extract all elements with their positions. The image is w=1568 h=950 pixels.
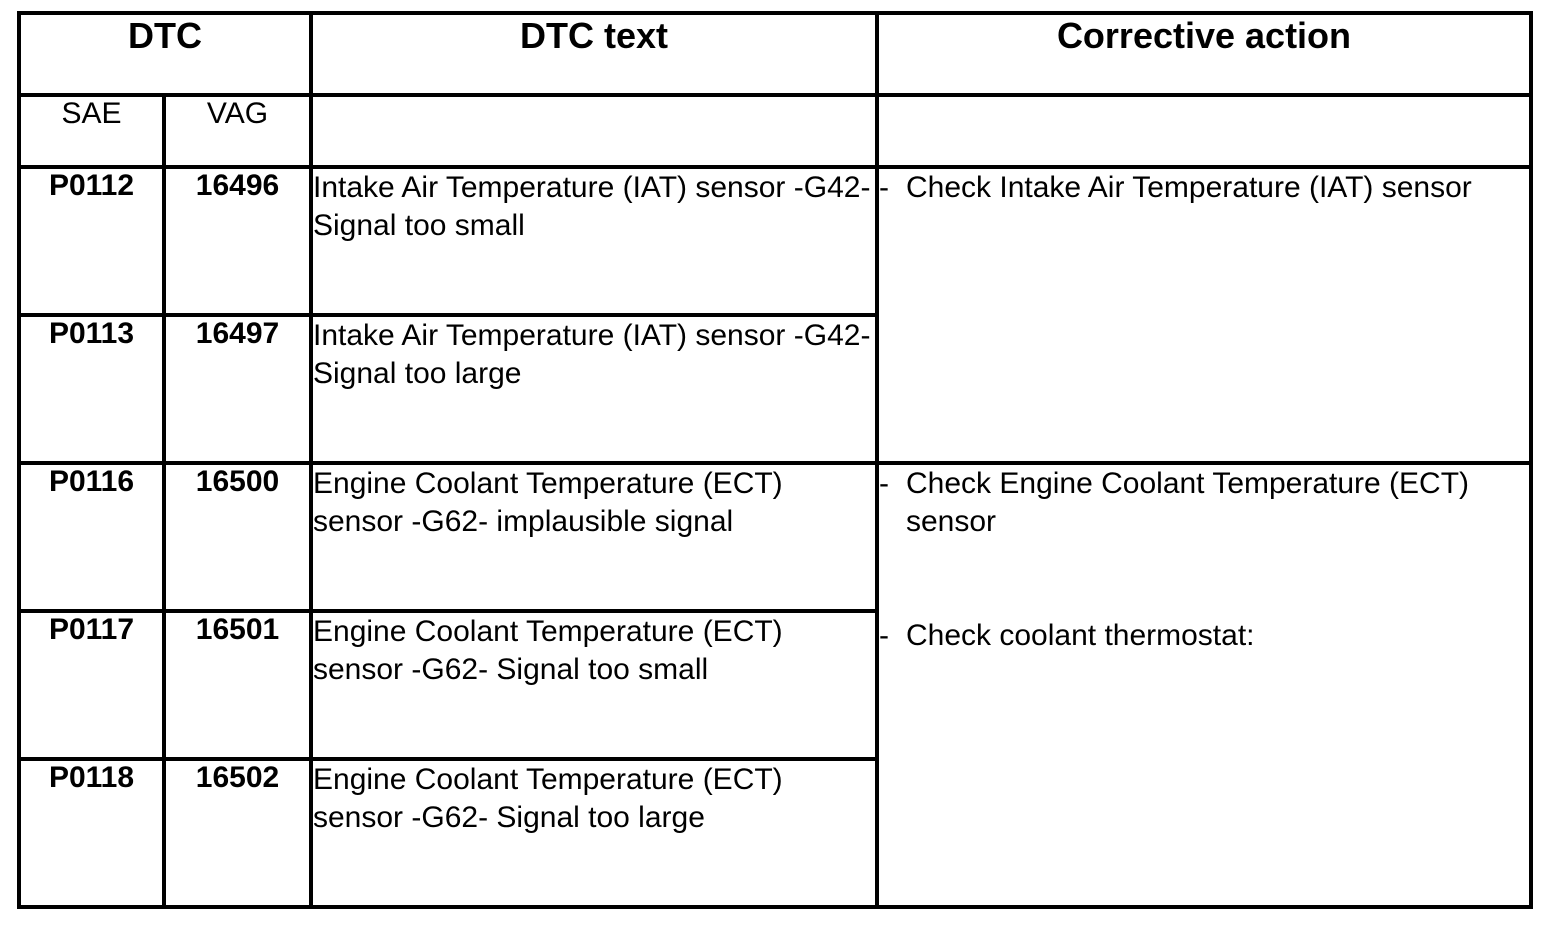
header-dtc-text: DTC text xyxy=(311,13,877,95)
vag-code: 16500 xyxy=(164,463,311,611)
action-item xyxy=(879,465,1529,541)
action-spacer xyxy=(879,541,1529,617)
corrective-action-cell xyxy=(877,463,1531,907)
action-text: Check Engine Coolant Temperature (ECT) sensor xyxy=(906,467,1470,538)
action-item xyxy=(879,617,1529,655)
dtc-description: Engine Coolant Temperature (ECT) sensor -G62- implausible signal xyxy=(311,463,877,611)
dtc-description: Engine Coolant Temperature (ECT) sensor -G62- Signal too large xyxy=(311,759,877,907)
header-dtc: DTC xyxy=(19,13,311,95)
sae-code: P0112 xyxy=(19,167,164,315)
sae-code: P0116 xyxy=(19,463,164,611)
sae-code: P0118 xyxy=(19,759,164,907)
bullet-dash: - xyxy=(879,619,889,652)
sae-code: P0117 xyxy=(19,611,164,759)
subheader-sae: SAE xyxy=(19,95,164,167)
action-text: Check Intake Air Temperature (IAT) sensor xyxy=(906,171,1472,204)
vag-code: 16497 xyxy=(164,315,311,463)
vag-code: 16496 xyxy=(164,167,311,315)
bullet-dash: - xyxy=(879,467,889,500)
action-text: Check coolant thermostat: xyxy=(906,619,1255,652)
table-row xyxy=(19,463,1531,611)
sae-code: P0113 xyxy=(19,315,164,463)
vag-code: 16502 xyxy=(164,759,311,907)
bullet-dash: - xyxy=(879,171,889,204)
table-row xyxy=(19,167,1531,315)
dtc-table xyxy=(17,11,1533,909)
dtc-description: Intake Air Temperature (IAT) sensor -G42- Signal too large xyxy=(311,315,877,463)
subheader-vag: VAG xyxy=(164,95,311,167)
subheader-empty-text xyxy=(311,95,877,167)
vag-code: 16501 xyxy=(164,611,311,759)
header-corrective-action: Corrective action xyxy=(877,13,1531,95)
subheader-empty-action xyxy=(877,95,1531,167)
dtc-description: Engine Coolant Temperature (ECT) sensor -G62- Signal too small xyxy=(311,611,877,759)
dtc-description: Intake Air Temperature (IAT) sensor -G42- Signal too small xyxy=(311,167,877,315)
action-item xyxy=(879,169,1529,207)
corrective-action-cell xyxy=(877,167,1531,463)
header-row xyxy=(19,13,1531,95)
subheader-row xyxy=(19,95,1531,167)
